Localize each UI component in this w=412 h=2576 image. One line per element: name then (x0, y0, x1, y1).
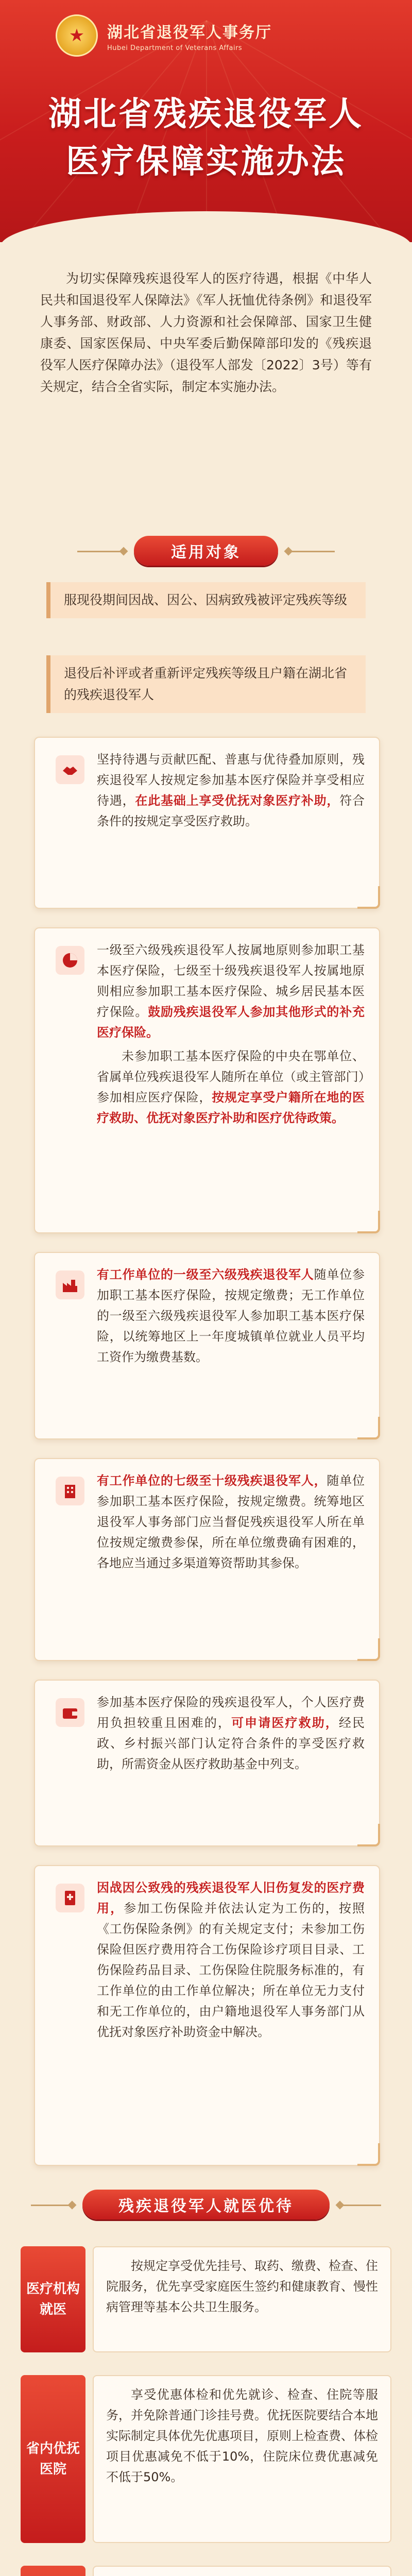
page-title-line1: 湖北省残疾退役军人 (48, 95, 364, 133)
policy-text: 参加基本医疗保险的残疾退役军人，个人医疗费用负担较重且困难的，可申请医疗救助，经民政、乡村振兴部门认定符合条件的享受医疗救助，所需资金从医疗救助基金中列支。 (97, 1695, 365, 1771)
wallet-icon (56, 1698, 84, 1727)
handshake-icon (56, 755, 84, 784)
section-header-benefits (0, 2190, 412, 2221)
benefit-text (93, 2566, 391, 2576)
section-header-eligibility (0, 536, 412, 567)
section-title-benefits: 残疾退役军人就医优待 (82, 2190, 330, 2219)
benefit-text: 享受优惠体检和优先就诊、检查、住院等服务，并免除普通门诊挂号费。优抚医院要结合本地实际制定具体优先优惠项目，原则上检查费、体检项目优惠减免不低于10%，住院床位费优惠减免不低于50%。 (93, 2375, 391, 2543)
eligibility-item: 服现役期间因战、因公、因病致残被评定残疾等级 (46, 582, 366, 618)
org-name-cn: 湖北省退役军人事务厅 (107, 23, 272, 42)
section-title-eligibility: 适用对象 (134, 536, 278, 566)
page-title-line2: 医疗保障实施办法 (66, 143, 346, 181)
benefit-label: 医疗机构就医 (21, 2246, 85, 2352)
policy-card (34, 927, 380, 1233)
policy-text: 因战因公致残的残疾退役军人旧伤复发的医疗费用，参加工伤保险并依法认定为工伤的，按照《工伤保险条例》的有关规定支付；未参加工伤保险但医疗费用符合工伤保险诊疗项目目录、工伤保险药品目录、工伤保险住院服务标准的，有工作单位的由工作单位解决；所在单位无力支付和无工作单位的，由户籍地退役军人事务部门从优抚对象医疗补助资金中解决。 (97, 1880, 365, 2039)
hero-banner (0, 0, 412, 242)
policy-text: 坚持待遇与贡献匹配、普惠与优待叠加原则，残疾退役军人按规定参加基本医疗保险并享受相应待遇，在此基础上享受优抚对象医疗补助，符合条件的按规定享受医疗救助。 (97, 752, 365, 828)
org-header (56, 14, 356, 57)
pie-chart-icon (56, 946, 84, 975)
policy-card (34, 1865, 380, 2166)
policy-card (34, 1680, 380, 1846)
policy-text: 一级至六级残疾退役军人按属地原则参加职工基本医疗保险，七级至十级残疾退役军人按属地原则相应参加职工基本医疗保险、城乡居民基本医疗保险。鼓励残疾退役军人参加其他形式的补充医疗保险。 未参加职工基本医疗保险的中央在鄂单位、省属单位残疾退役军人随所在单位（或主管部门）参加相应医疗保险，按规定享受户籍所在地的医疗救助、优抚对象医疗补助和医疗优待政策。 (97, 943, 365, 1125)
benefit-label (21, 2566, 85, 2576)
benefit-label: 省内优抚医院 (21, 2375, 85, 2543)
medical-record-icon (56, 1884, 84, 1912)
intro-paragraph: 为切实保障残疾退役军人的医疗待遇，根据《中华人民共和国退役军人保障法》《军人抚恤优待条例》和退役军人事务部、财政部、人力资源和社会保障部、国家卫生健康委、国家医保局、中央军委后勤保障部印发的《残疾退役军人医疗保障办法》（退役军人部发〔2022〕3号）等有关规定，结合全省实际，制定本实施办法。 (40, 271, 372, 394)
factory-icon (56, 1270, 84, 1299)
policy-card (34, 1458, 380, 1661)
building-icon (56, 1477, 84, 1505)
emblem-icon: ★ (56, 14, 98, 57)
policy-card (34, 1252, 380, 1439)
org-name-en: Hubei Department of Veterans Affairs (107, 44, 243, 52)
policy-text: 有工作单位的七级至十级残疾退役军人，随单位参加职工基本医疗保险，按规定缴费。统筹地区退役军人事务部门应当督促残疾退役军人所在单位按规定缴费参保，所在单位缴费确有困难的，各地应当通过多渠道筹资帮助其参保。 (97, 1473, 365, 1570)
policy-text: 有工作单位的一级至六级残疾退役军人随单位参加职工基本医疗保险，按规定缴费；无工作单位的一级至六级残疾退役军人参加职工基本医疗保险，以统筹地区上一年度城镇单位就业人员平均工资作为缴费基数。 (97, 1267, 365, 1364)
policy-card (34, 737, 380, 909)
eligibility-item: 退役后补评或者重新评定残疾等级且户籍在湖北省的残疾退役军人 (46, 655, 366, 713)
benefit-text: 按规定享受优先挂号、取药、缴费、检查、住院服务，优先享受家庭医生签约和健康教育、慢性病管理等基本公共卫生服务。 (93, 2246, 391, 2352)
